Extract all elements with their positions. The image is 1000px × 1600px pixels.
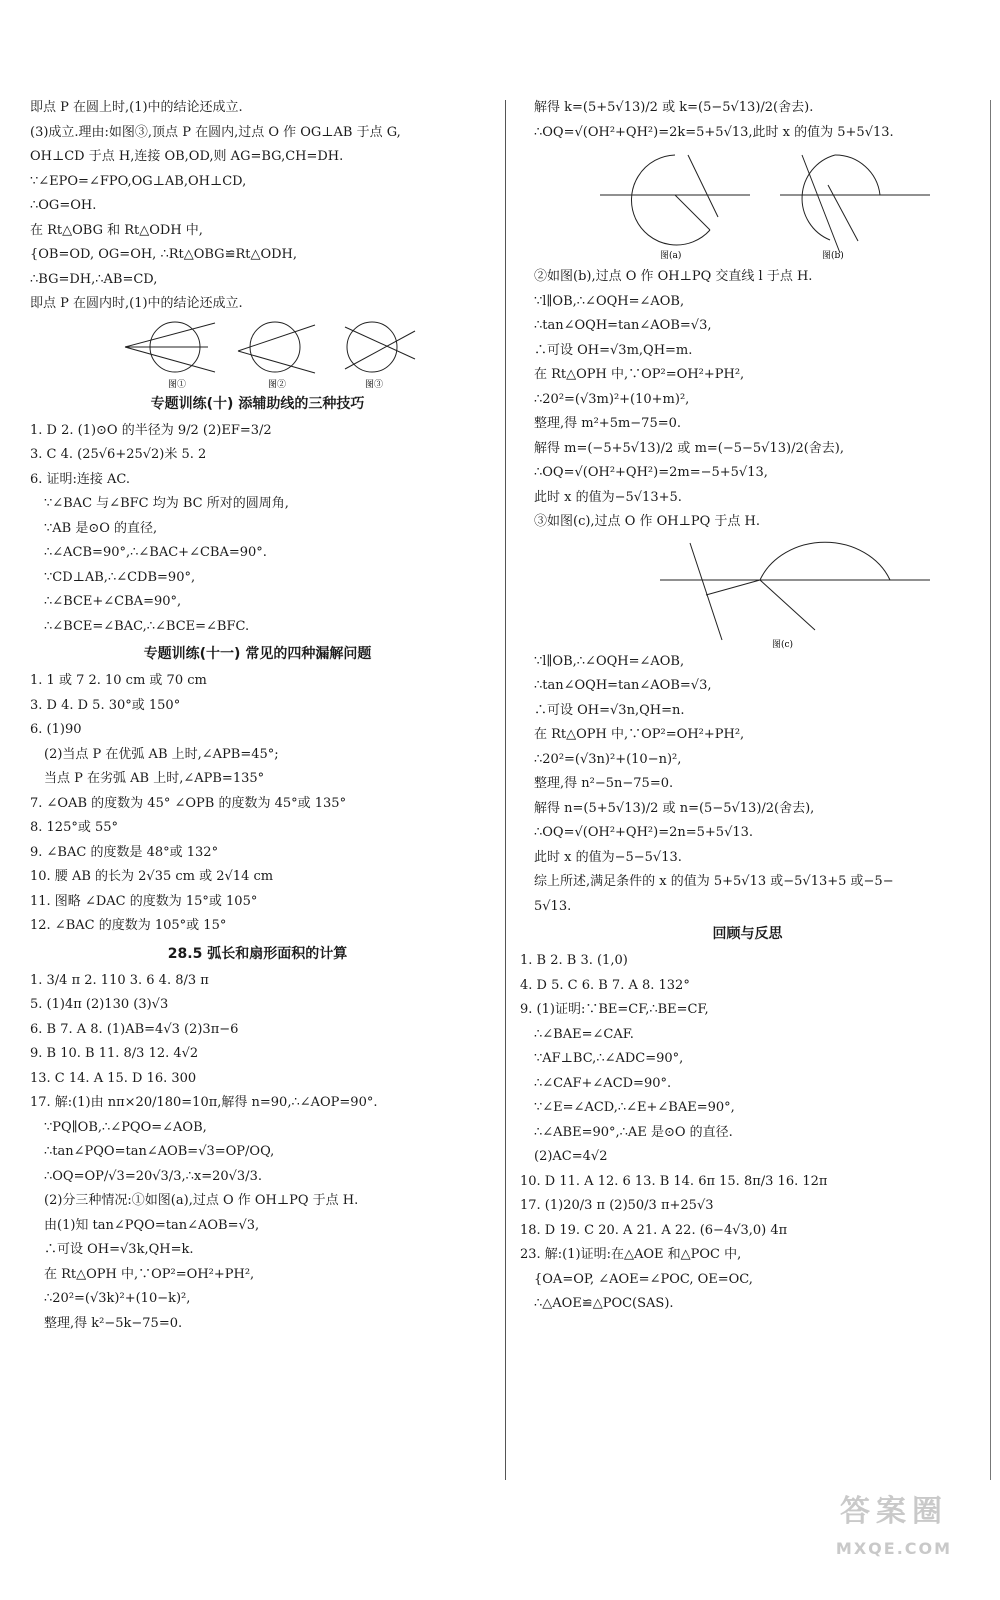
text-line: 1. D 2. (1)⊙O 的半径为 9/2 (2)EF=3/2 (30, 422, 272, 438)
text-line: 6. (1)90 (30, 722, 82, 737)
section-heading: 28.5 弧长和扇形面积的计算 (167, 945, 348, 962)
text-line: ∵∠EPO=∠FPO,OG⊥AB,OH⊥CD, (30, 173, 247, 189)
text-line: 3. C 4. (25√6+25√2)米 5. 2 (30, 447, 207, 462)
text-line: ∵∠BAC 与∠BFC 均为 BC 所对的圆周角, (44, 496, 289, 511)
text-line: ∴可设 OH=√3m,QH=m. (534, 342, 693, 358)
text-line: ∴tan∠PQO=tan∠AOB=√3=OP/OQ, (44, 1144, 275, 1159)
text-line: {OA=OP, ∠AOE=∠POC, OE=OC, (534, 1271, 753, 1287)
left-block-d (30, 969, 485, 1337)
text-line: ∴∠BAE=∠CAF. (534, 1026, 634, 1042)
text-line: ③如图(c),过点 O 作 OH⊥PQ 于点 H. (534, 514, 760, 529)
watermark-logo-text: 答案圈 (840, 1494, 948, 1529)
text-line: ∴OQ=OP/√3=20√3/3,∴x=20√3/3. (44, 1168, 262, 1184)
text-line: 10. D 11. A 12. 6 13. B 14. 6π 15. 8π/3 16. 12π (520, 1173, 828, 1189)
right-block-b (520, 265, 975, 535)
text-line: ∴20²=(√3m)²+(10+m)², (534, 391, 690, 407)
section-heading: 专题训练(十) 添辅助线的三种技巧 (150, 395, 365, 412)
text-line: 即点 P 在圆上时,(1)中的结论还成立. (30, 100, 243, 115)
text-line: 即点 P 在圆内时,(1)中的结论还成立. (30, 296, 243, 311)
text-line: ②如图(b),过点 O 作 OH⊥PQ 交直线 l 于点 H. (534, 269, 813, 284)
right-block-c (520, 650, 975, 920)
figure-label: 图① (168, 379, 187, 389)
text-line: 整理,得 m²+5m−75=0. (534, 416, 682, 431)
text-line: ∴∠BCE+∠CBA=90°, (44, 594, 182, 609)
text-line: 1. 3/4 π 2. 110 3. 6 4. 8/3 π (30, 972, 209, 988)
text-line: ∴∠ACB=90°,∴∠BAC+∠CBA=90°. (44, 545, 267, 560)
text-line: 5. (1)4π (2)130 (3)√3 (30, 997, 169, 1012)
text-line: 整理,得 k²−5k−75=0. (44, 1315, 183, 1331)
left-column (30, 96, 485, 1336)
right-column (520, 96, 975, 1317)
text-line: 1. B 2. B 3. (1,0) (520, 953, 628, 968)
text-line: 在 Rt△OBG 和 Rt△ODH 中, (30, 222, 203, 238)
text-line: 解得 n=(5+5√13)/2 或 n=(5−5√13)/2(舍去), (534, 800, 815, 816)
text-line: 此时 x 的值为−5√13+5. (534, 489, 682, 505)
left-block-b (30, 419, 485, 640)
text-line: 综上所述,满足条件的 x 的值为 5+5√13 或−5√13+5 或−5− (534, 874, 894, 889)
text-line: ∵AF⊥BC,∴∠ADC=90°, (534, 1051, 684, 1066)
text-line: 此时 x 的值为−5−5√13. (534, 849, 682, 865)
text-line: 6. 证明:连接 AC. (30, 471, 131, 487)
figure-label: 图② (268, 379, 287, 389)
text-line: 整理,得 n²−5n−75=0. (534, 776, 674, 791)
text-line: (3)成立.理由:如图③,顶点 P 在圆内,过点 O 作 OG⊥AB 于点 G, (30, 124, 401, 140)
text-line: ∴∠BCE=∠BAC,∴∠BCE=∠BFC. (44, 618, 250, 634)
figure-label: 图(c) (772, 639, 794, 650)
text-line: 7. ∠OAB 的度数为 45° ∠OPB 的度数为 45°或 135° (30, 795, 347, 811)
text-line: 5√13. (534, 898, 572, 914)
figure-a-b (590, 145, 950, 265)
right-block-a (520, 96, 975, 145)
text-line: ∴OQ=√(OH²+QH²)=2m=−5+5√13, (534, 465, 768, 480)
text-line: 9. B 10. B 11. 8/3 12. 4√2 (30, 1046, 199, 1061)
text-line: (2)AC=4√2 (534, 1149, 608, 1164)
text-line: ∴OQ=√(OH²+QH²)=2k=5+5√13,此时 x 的值为 5+5√13. (534, 124, 894, 140)
text-line: 6. B 7. A 8. (1)AB=4√3 (2)3π−6 (30, 1021, 239, 1037)
text-line: OH⊥CD 于点 H,连接 OB,OD,则 AG=BG,CH=DH. (30, 149, 344, 164)
text-line: (2)当点 P 在优弧 AB 上时,∠APB=45°; (44, 746, 279, 762)
figure-c (640, 535, 940, 650)
text-line: 11. 图略 ∠DAC 的度数为 15°或 105° (30, 893, 258, 909)
figure-label: 图(a) (660, 251, 682, 261)
text-line: 17. 解:(1)由 nπ×20/180=10π,解得 n=90,∴∠AOP=90°. (30, 1095, 378, 1110)
text-line: ∴20²=(√3k)²+(10−k)², (44, 1291, 191, 1306)
text-line: 当点 P 在劣弧 AB 上时,∠APB=135° (44, 771, 265, 786)
text-line: 解得 m=(−5+5√13)/2 或 m=(−5−5√13)/2(舍去), (534, 440, 845, 456)
text-line: 8. 125°或 55° (30, 820, 119, 835)
page-edge-line (990, 100, 991, 1480)
text-line: (2)分三种情况:①如图(a),过点 O 作 OH⊥PQ 于点 H. (44, 1193, 359, 1208)
figure-label: 图③ (365, 379, 384, 389)
text-line: ∴∠ABE=90°,∴AE 是⊙O 的直径. (534, 1124, 733, 1140)
text-line: ∵l∥OB,∴∠OQH=∠AOB, (534, 653, 685, 669)
circle-figures-1-3 (120, 317, 420, 389)
text-line: 3. D 4. D 5. 30°或 150° (30, 697, 181, 713)
text-line: ∵AB 是⊙O 的直径, (44, 520, 158, 536)
column-divider (505, 100, 506, 1480)
text-line: ∴可设 OH=√3k,QH=k. (44, 1242, 194, 1257)
right-block-d (520, 949, 975, 1317)
text-line: 17. (1)20/3 π (2)50/3 π+25√3 (520, 1198, 714, 1213)
left-block-a (30, 96, 485, 317)
text-line: 9. ∠BAC 的度数是 48°或 132° (30, 844, 219, 860)
figure-label: 图(b) (822, 251, 844, 261)
text-line: ∵CD⊥AB,∴∠CDB=90°, (44, 569, 196, 585)
text-line: ∴20²=(√3n)²+(10−n)², (534, 751, 682, 767)
text-line: 解得 k=(5+5√13)/2 或 k=(5−5√13)/2(舍去). (534, 100, 814, 115)
text-line: ∴∠CAF+∠ACD=90°. (534, 1075, 672, 1091)
left-block-c (30, 669, 485, 939)
text-line: ∴可设 OH=√3n,QH=n. (534, 702, 685, 718)
text-line: 10. 腰 AB 的长为 2√35 cm 或 2√14 cm (30, 869, 274, 884)
text-line: ∴tan∠OQH=tan∠AOB=√3, (534, 318, 712, 333)
text-line: ∴OQ=√(OH²+QH²)=2n=5+5√13. (534, 825, 754, 840)
text-line: 13. C 14. A 15. D 16. 300 (30, 1070, 197, 1086)
watermark (814, 1486, 974, 1576)
text-line: 在 Rt△OPH 中,∵OP²=OH²+PH², (44, 1266, 255, 1282)
text-line: 12. ∠BAC 的度数为 105°或 15° (30, 918, 227, 933)
text-line: ∴OG=OH. (30, 198, 97, 213)
text-line: 1. 1 或 7 2. 10 cm 或 70 cm (30, 673, 207, 688)
text-line: 18. D 19. C 20. A 21. A 22. (6−4√3,0) 4π (520, 1222, 788, 1238)
text-line: 在 Rt△OPH 中,∵OP²=OH²+PH², (534, 727, 745, 742)
text-line: 4. D 5. C 6. B 7. A 8. 132° (520, 977, 690, 993)
text-line: ∵PQ∥OB,∴∠PQO=∠AOB, (44, 1119, 207, 1135)
text-line: ∴BG=DH,∴AB=CD, (30, 271, 158, 287)
text-line: ∴△AOE≌△POC(SAS). (534, 1296, 674, 1311)
text-line: 23. 解:(1)证明:在△AOE 和△POC 中, (520, 1247, 742, 1262)
text-line: ∴tan∠OQH=tan∠AOB=√3, (534, 678, 712, 693)
text-line: {OB=OD, OG=OH, ∴Rt△OBG≌Rt△ODH, (30, 247, 298, 262)
text-line: 由(1)知 tan∠PQO=tan∠AOB=√3, (44, 1217, 260, 1233)
text-line: ∵l∥OB,∴∠OQH=∠AOB, (534, 293, 685, 309)
section-heading: 专题训练(十一) 常见的四种漏解问题 (143, 646, 372, 662)
watermark-url: MXQE.COM (835, 1539, 953, 1558)
text-line: 在 Rt△OPH 中,∵OP²=OH²+PH², (534, 367, 745, 382)
text-line: 9. (1)证明:∵BE=CF,∴BE=CF, (520, 1002, 709, 1017)
text-line: ∵∠E=∠ACD,∴∠E+∠BAE=90°, (534, 1100, 735, 1115)
section-heading: 回顾与反思 (712, 926, 783, 942)
